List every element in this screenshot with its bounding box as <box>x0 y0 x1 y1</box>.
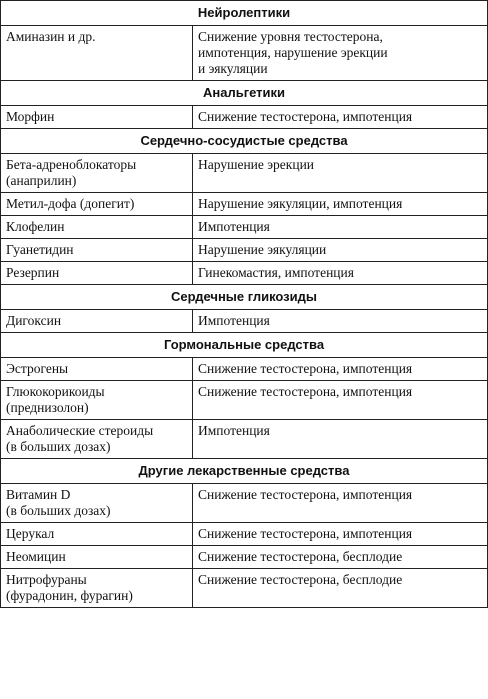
table-row <box>1 239 488 262</box>
table-row <box>1 216 488 239</box>
table-row <box>1 193 488 216</box>
table-row <box>1 154 488 193</box>
drug-name: Аминазин и др. <box>6 29 96 44</box>
table-row <box>1 523 488 546</box>
section-title: Анальгетики <box>1 81 488 106</box>
drug-name: Метил-дофа (допегит) <box>6 196 135 211</box>
side-effect: Гинекомастия, импотенция <box>198 265 354 280</box>
effect-cell <box>193 216 488 239</box>
drug-cell <box>1 523 193 546</box>
drug-name: Резерпин <box>6 265 60 280</box>
drug-cell <box>1 358 193 381</box>
effect-cell <box>193 106 488 129</box>
drug-name: Дигоксин <box>6 313 62 328</box>
side-effect: Снижение тестостерона, импотенция <box>198 526 413 541</box>
drug-cell <box>1 106 193 129</box>
drug-name: Церукал <box>6 526 55 541</box>
effect-cell <box>193 26 488 81</box>
side-effect: Нарушение эякуляции <box>198 242 327 257</box>
section-title: Другие лекарственные средства <box>1 459 488 484</box>
drug-cell <box>1 420 193 459</box>
effect-cell <box>193 546 488 569</box>
side-effect: Снижение тестостерона, бесплодие <box>198 572 403 587</box>
table-row <box>1 106 488 129</box>
table-row <box>1 26 488 81</box>
drug-cell <box>1 546 193 569</box>
drug-name: Морфин <box>6 109 55 124</box>
drug-cell <box>1 484 193 523</box>
drug-cell <box>1 216 193 239</box>
side-effect: Нарушение эрекции <box>198 157 315 172</box>
drug-cell <box>1 569 193 608</box>
section-header-row <box>1 459 488 484</box>
effect-cell <box>193 154 488 193</box>
effect-cell <box>193 569 488 608</box>
drug-cell <box>1 381 193 420</box>
effect-cell <box>193 193 488 216</box>
drug-name: Клофелин <box>6 219 65 234</box>
section-title: Сердечно-сосудистые средства <box>1 129 488 154</box>
drug-cell <box>1 262 193 285</box>
drug-name: Неомицин <box>6 549 66 564</box>
side-effect: Импотенция <box>198 313 270 328</box>
side-effect: Импотенция <box>198 423 270 438</box>
side-effect: Снижение тестостерона, импотенция <box>198 109 413 124</box>
effect-cell <box>193 420 488 459</box>
table-row <box>1 484 488 523</box>
section-title: Нейролептики <box>1 1 488 26</box>
table-row <box>1 569 488 608</box>
drug-cell <box>1 239 193 262</box>
effect-cell <box>193 262 488 285</box>
section-header-row <box>1 1 488 26</box>
side-effect: Снижение тестостерона, импотенция <box>198 487 413 502</box>
section-title: Гормональные средства <box>1 333 488 358</box>
effect-cell <box>193 239 488 262</box>
section-header-row <box>1 285 488 310</box>
drug-cell <box>1 154 193 193</box>
table-row <box>1 358 488 381</box>
drug-name: Эстрогены <box>6 361 69 376</box>
effect-cell <box>193 381 488 420</box>
side-effect: Импотенция <box>198 219 270 234</box>
drug-cell <box>1 310 193 333</box>
effect-cell <box>193 310 488 333</box>
drug-cell <box>1 193 193 216</box>
side-effect: Снижение тестостерона, импотенция <box>198 384 413 399</box>
side-effect: Снижение тестостерона, импотенция <box>198 361 413 376</box>
effect-cell <box>193 358 488 381</box>
section-title: Сердечные гликозиды <box>1 285 488 310</box>
section-header-row <box>1 81 488 106</box>
table-row <box>1 546 488 569</box>
side-effect: Нарушение эякуляции, импотенция <box>198 196 403 211</box>
drug-name: Глюкокорикоиды (преднизолон) <box>6 384 105 415</box>
section-header-row <box>1 333 488 358</box>
table-row <box>1 420 488 459</box>
drug-name: Бета-адреноблокаторы (анаприлин) <box>6 157 137 188</box>
drug-name: Нитрофураны (фурадонин, фурагин) <box>6 572 133 603</box>
table-row <box>1 310 488 333</box>
table-row <box>1 381 488 420</box>
effect-cell <box>193 523 488 546</box>
drug-name: Гуанетидин <box>6 242 74 257</box>
drug-name: Витамин D (в больших дозах) <box>6 487 111 518</box>
side-effect: Снижение тестостерона, бесплодие <box>198 549 403 564</box>
drug-name: Анаболические стероиды (в больших дозах) <box>6 423 154 454</box>
section-header-row <box>1 129 488 154</box>
side-effect: Снижение уровня тестостерона, импотенция, нарушение эрекции и эякуляции <box>198 29 388 76</box>
table-row <box>1 262 488 285</box>
drug-cell <box>1 26 193 81</box>
effect-cell <box>193 484 488 523</box>
